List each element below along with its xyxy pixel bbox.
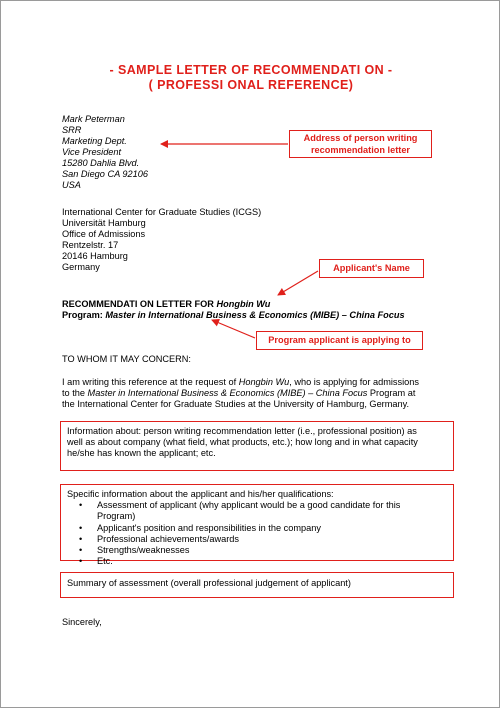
intro-line-1 <box>62 377 419 388</box>
callout-program: Program applicant is applying to <box>256 331 423 350</box>
intro-program: Master in International Business & Economics (MIBE) – China Focus <box>87 388 368 398</box>
program-name: Master in International Business & Economics (MIBE) – China Focus <box>105 310 405 320</box>
box-text: Summary of assessment (overall professional judgement of applicant) <box>67 578 351 588</box>
callout-applicant-name: Applicant's Name <box>319 259 424 278</box>
salutation: TO WHOM IT MAY CONCERN: <box>62 354 191 364</box>
box-text: he/she has known the applicant; etc. <box>67 448 216 459</box>
letter-title: - SAMPLE LETTER OF RECOMMENDATI ON - <box>109 63 393 77</box>
letter-subtitle: ( PROFESSI ONAL REFERENCE) <box>148 78 354 92</box>
info-about-writer-box <box>60 421 454 471</box>
intro-text: Program at <box>367 388 416 398</box>
list-item: • Professional achievements/awards <box>97 534 447 545</box>
sender-name: Mark Peterman <box>62 114 125 124</box>
sender-street: 15280 Dahlia Blvd. <box>62 158 140 168</box>
box-text: well as about company (what field, what products, etc.); how long and in what capacity <box>67 437 418 448</box>
sender-title: Vice President <box>62 147 122 157</box>
recipient-office: Office of Admissions <box>62 229 146 239</box>
list-item: • Applicant's position and responsibilities in the company <box>97 523 447 534</box>
intro-text: , who is applying for admissions <box>289 377 419 387</box>
subject-line <box>62 299 270 310</box>
arrow-to-name <box>278 271 318 295</box>
box-text: Information about: person writing recommendation letter (i.e., professional position) as <box>67 426 417 436</box>
subject-prefix: RECOMMENDATI ON LETTER FOR <box>62 299 217 309</box>
sender-dept: Marketing Dept. <box>62 136 127 146</box>
recipient-street: Rentzelstr. 17 <box>62 240 119 250</box>
summary-box <box>60 572 454 598</box>
box-heading: Specific information about the applicant and his/her qualifications: <box>67 489 334 499</box>
intro-text: I am writing this reference at the request of <box>62 377 239 387</box>
sender-country: USA <box>62 180 81 190</box>
intro-text: to the <box>62 388 88 398</box>
program-prefix: Program: <box>62 310 106 320</box>
recipient-country: Germany <box>62 262 100 272</box>
recipient-university: Universität Hamburg <box>62 218 146 228</box>
list-item: • Strengths/weaknesses <box>97 545 447 556</box>
callout-sender-address: Address of person writing recommendation letter <box>289 130 432 158</box>
intro-applicant-name: Hongbin Wu <box>238 377 290 387</box>
list-item-continuation: Program) <box>97 511 136 522</box>
closing: Sincerely, <box>62 617 102 627</box>
subject-applicant-name: Hongbin Wu <box>216 299 271 309</box>
intro-line-3: the International Center for Graduate Studies at the University of Hamburg, Germany. <box>62 399 410 409</box>
program-line <box>62 310 405 321</box>
arrow-to-program <box>212 320 255 338</box>
recipient-org: International Center for Graduate Studies (ICGS) <box>62 207 262 217</box>
intro-line-2 <box>62 388 415 399</box>
qualifications-list <box>67 500 447 567</box>
recipient-city: 20146 Hamburg <box>62 251 128 261</box>
list-item: • Etc. <box>97 556 447 567</box>
sender-company: SRR <box>62 125 82 135</box>
list-item: • Assessment of applicant (why applicant would be a good candidate for this <box>97 500 447 511</box>
applicant-qualifications-box <box>60 484 454 567</box>
sender-city: San Diego CA 92106 <box>62 169 148 179</box>
